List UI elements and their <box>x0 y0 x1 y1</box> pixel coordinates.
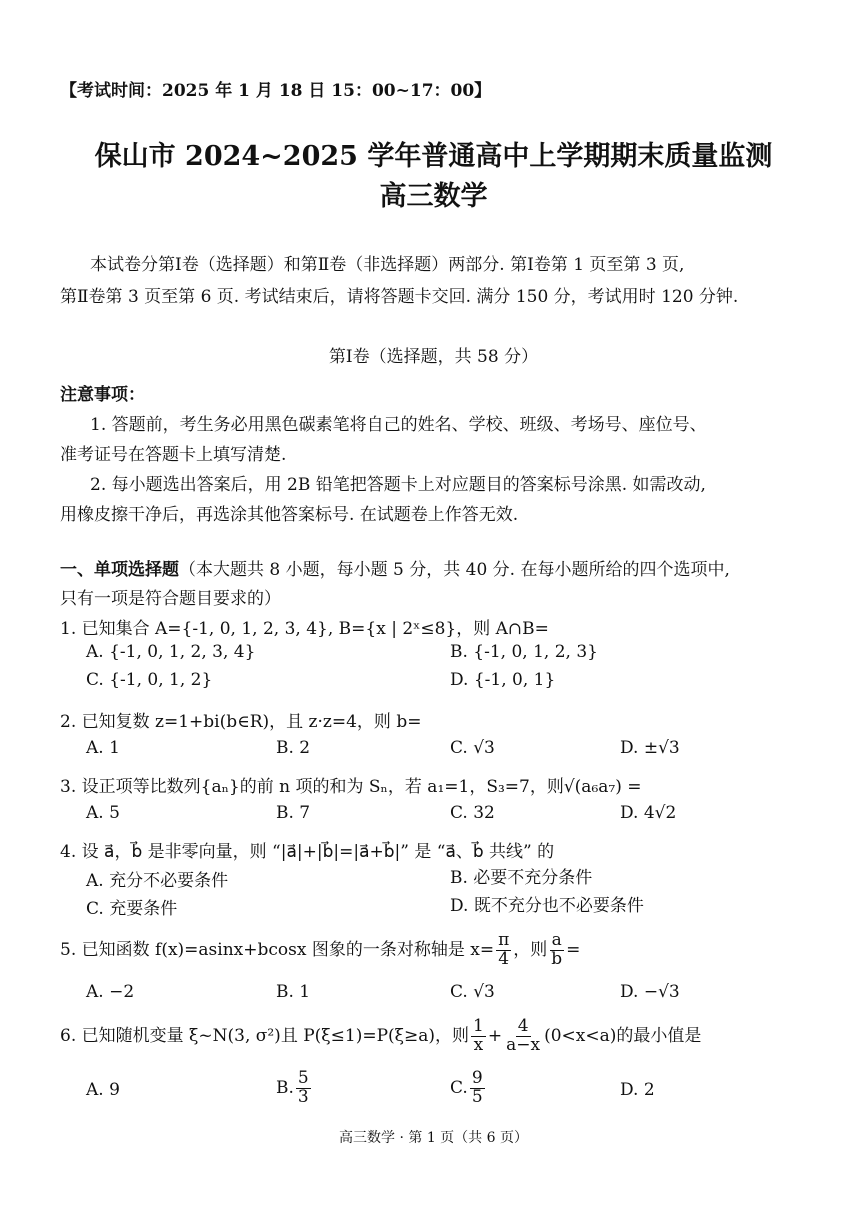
note-line: 2. 每小题选出答案后，用 2B 铅笔把答题卡上对应题目的答案标号涂黑. 如需改动, <box>90 475 706 495</box>
question-5-stem-end: = <box>566 939 581 960</box>
question-1-option-c: C. {-1, 0, 1, 2} <box>86 670 213 690</box>
intro-line-2: 第Ⅱ卷第 3 页至第 6 页. 考试结束后，请将答题卡交回. 满分 150 分，考试用时 120 分钟. <box>60 287 739 307</box>
part-heading-line-2: 只有一项是符合题目要求的） <box>60 589 281 609</box>
question-5-option-d: D. −√3 <box>620 982 680 1002</box>
part-heading-rest: （本大题共 8 小题，每小题 5 分，共 40 分. 在每小题所给的四个选项中, <box>179 560 730 580</box>
exam-title: 保山市 2024~2025 学年普通高中上学期期末质量监测 <box>94 141 773 172</box>
note-line: 1. 答题前，考生务必用黑色碳素笔将自己的姓名、学校、班级、考场号、座位号、 <box>90 415 707 435</box>
question-4-option-b: B. 必要不充分条件 <box>450 868 593 888</box>
question-2-option-c: C. √3 <box>450 738 495 758</box>
fraction-4-over-a-minus-x: $\frac{4}{a-x}$ <box>506 1016 541 1055</box>
question-6-option-d: D. 2 <box>620 1080 655 1100</box>
question-4-stem: 4. 设 a⃗，b⃗ 是非零向量，则 “|a⃗|+|b⃗|=|a⃗+b⃗|” 是 “a⃗、b⃗ 共线” 的 <box>60 842 555 862</box>
question-5-option-c: C. √3 <box>450 982 495 1002</box>
question-5-stem <box>60 932 580 969</box>
question-6-stem-post: (0<x<a)的最小值是 <box>544 1025 702 1046</box>
exam-subject: 高三数学 <box>379 181 488 212</box>
question-3-option-a: A. 5 <box>86 803 120 823</box>
question-1-option-a: A. {-1, 0, 1, 2, 3, 4} <box>86 642 256 662</box>
part-heading <box>60 555 730 580</box>
fraction-pi-over-4: $\frac{\pi}{4}$ <box>498 930 510 969</box>
fraction-5-over-3: $\frac{5}{3}$ <box>297 1068 309 1107</box>
question-2-stem: 2. 已知复数 z=1+bi(b∈R)，且 z·z=4，则 b= <box>60 712 422 732</box>
question-1-stem: 1. 已知集合 A={-1, 0, 1, 2, 3, 4}, B={x | 2ˣ≤8}，则 A∩B= <box>60 619 549 639</box>
note-line: 准考证号在答题卡上填写清楚. <box>60 445 287 465</box>
question-1-option-b: B. {-1, 0, 1, 2, 3} <box>450 642 598 662</box>
question-6-stem <box>60 1018 701 1055</box>
page-footer: 高三数学 · 第 1 页（共 6 页） <box>339 1130 528 1146</box>
plus-sign: + <box>487 1025 503 1046</box>
question-5-stem-pre: 5. 已知函数 f(x)=asinx+bcosx 图象的一条对称轴是 x= <box>60 939 495 960</box>
exam-time: 【考试时间：2025 年 1 月 18 日 15：00~17：00】 <box>60 81 492 101</box>
question-3-option-b: B. 7 <box>276 803 311 823</box>
question-4-option-d: D. 既不充分也不必要条件 <box>450 896 644 916</box>
question-3-stem: 3. 设正项等比数列{aₙ}的前 n 项的和为 Sₙ，若 a₁=1，S₃=7，则√(a₆a₇) = <box>60 777 642 797</box>
question-4-option-c: C. 充要条件 <box>86 899 178 919</box>
part-heading-bold: 一、单项选择题 <box>60 560 179 580</box>
question-6-option-b: B. $\frac{5}{3}$ <box>276 1068 309 1107</box>
question-1-option-d: D. {-1, 0, 1} <box>450 670 556 690</box>
question-4-option-a: A. 充分不必要条件 <box>86 871 229 891</box>
section-title: 第Ⅰ卷（选择题，共 58 分） <box>328 347 539 367</box>
question-5-stem-post: ，则 <box>513 939 548 960</box>
fraction-a-over-b: $\frac{a}{b}$ <box>551 930 563 969</box>
note-line: 用橡皮擦干净后，再选涂其他答案标号. 在试题卷上作答无效. <box>60 505 519 525</box>
question-5-option-b: B. 1 <box>276 982 311 1002</box>
question-6-option-a: A. 9 <box>86 1080 120 1100</box>
question-5-option-a: A. −2 <box>86 982 135 1002</box>
fraction-9-over-5: $\frac{9}{5}$ <box>471 1068 483 1107</box>
question-6-stem-pre: 6. 已知随机变量 ξ~N(3, σ²)且 P(ξ≤1)=P(ξ≥a)，则 <box>60 1025 470 1046</box>
notes-title: 注意事项： <box>60 385 145 405</box>
question-6-option-c: C. $\frac{9}{5}$ <box>450 1068 483 1107</box>
question-3-option-c: C. 32 <box>450 803 495 823</box>
fraction-1-over-x: $\frac{1}{x}$ <box>473 1016 484 1055</box>
question-2-option-b: B. 2 <box>276 738 311 758</box>
question-2-option-a: A. 1 <box>86 738 120 758</box>
question-3-option-d: D. 4√2 <box>620 803 677 823</box>
intro-line-1: 本试卷分第Ⅰ卷（选择题）和第Ⅱ卷（非选择题）两部分. 第Ⅰ卷第 1 页至第 3 页, <box>90 255 685 275</box>
question-2-option-d: D. ±√3 <box>620 738 680 758</box>
